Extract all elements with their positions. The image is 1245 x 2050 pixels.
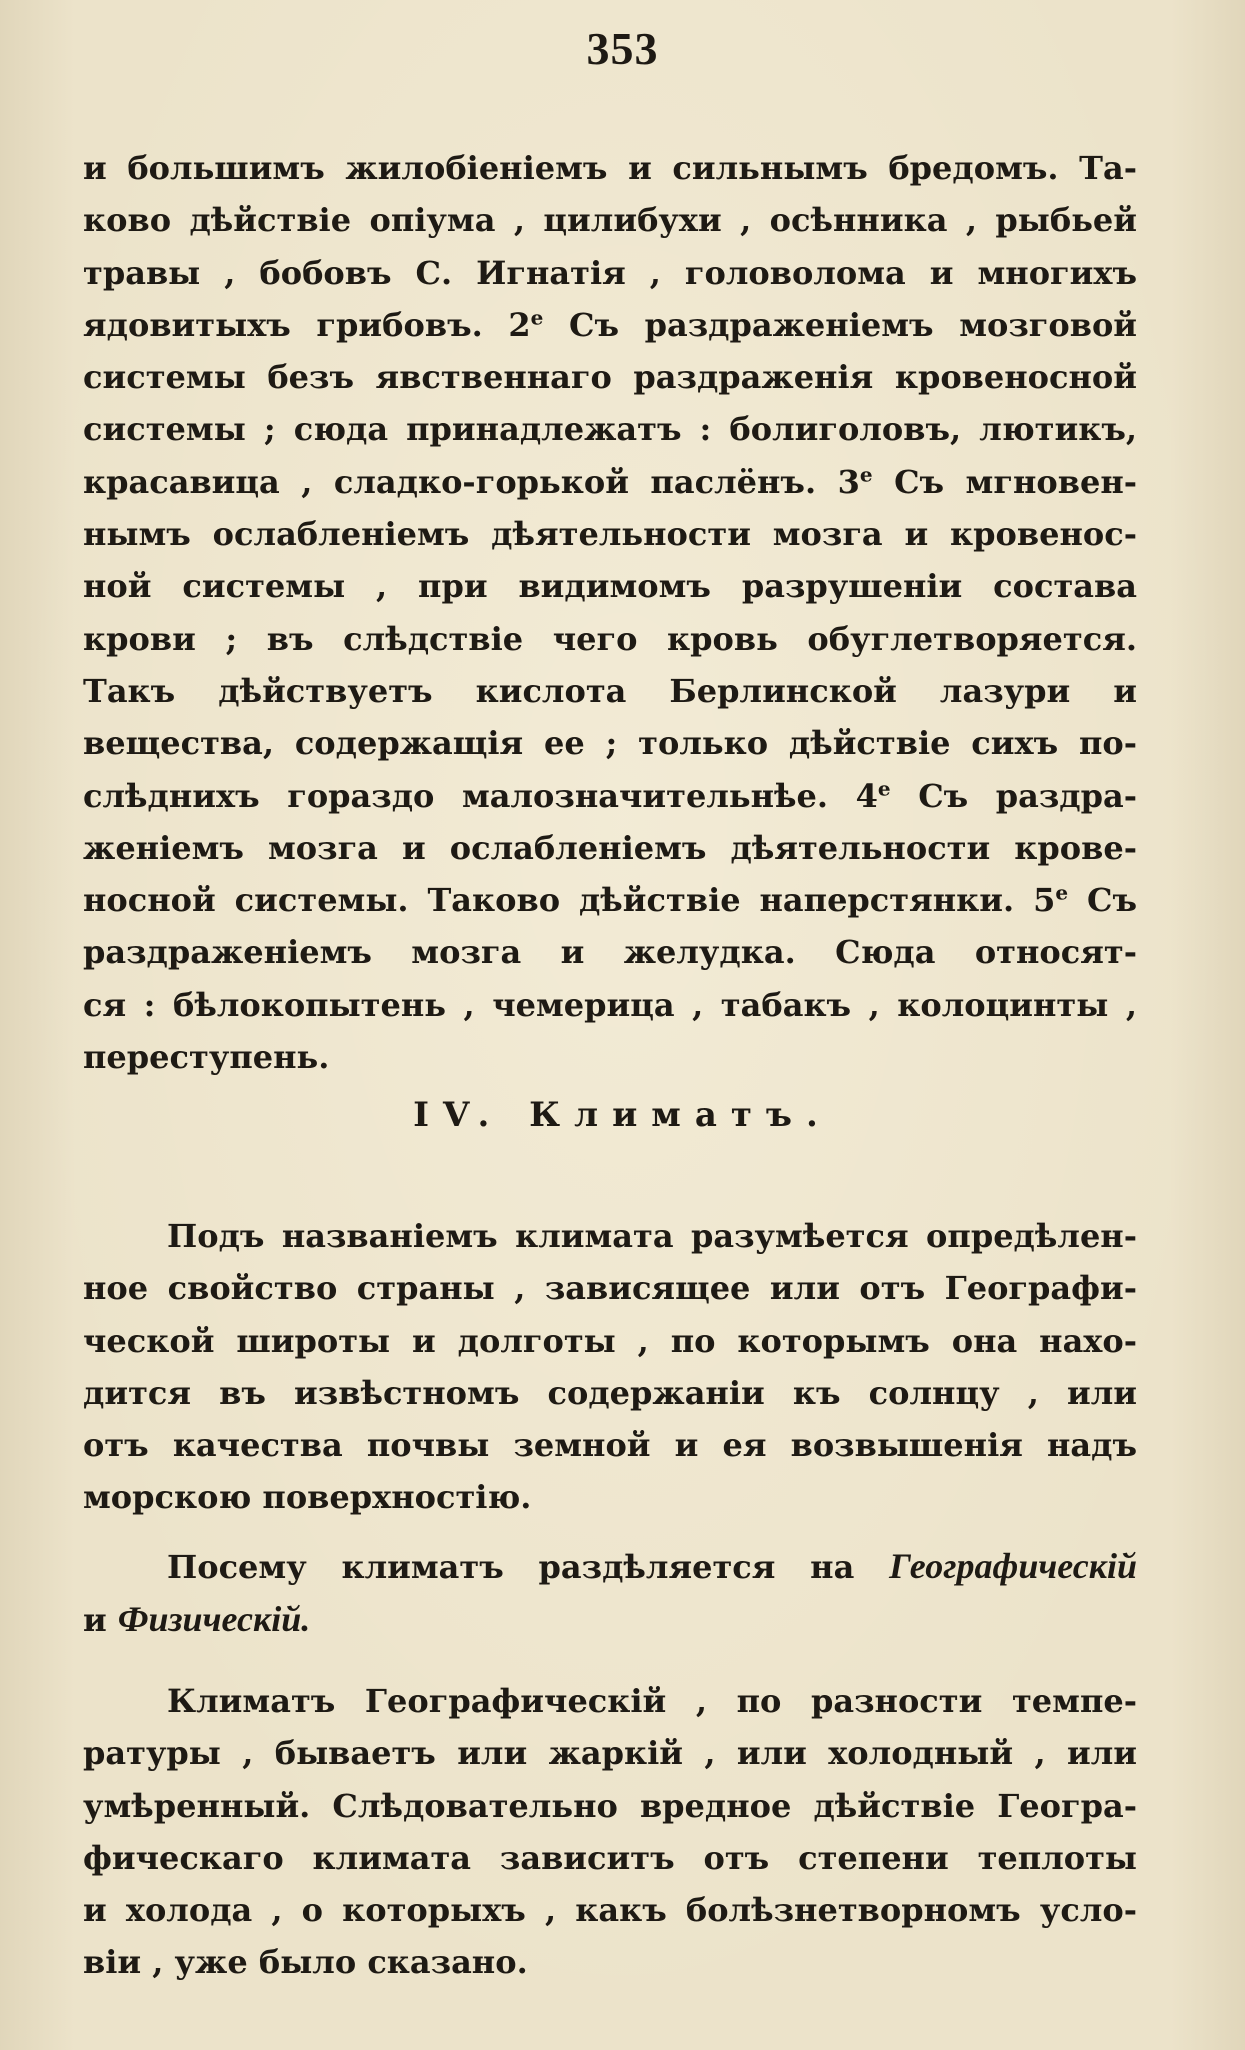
text-line: крови ; въ слѣдствіе чего кровь обуглетворяется. xyxy=(83,619,1137,658)
text-line: системы безъ явственнаго раздраженія кровеносной xyxy=(83,358,1137,397)
text-line: віи , уже было сказано. xyxy=(83,1943,528,1982)
text-line: травы , бобовъ С. Игнатія , головолома и многихъ xyxy=(83,253,1137,292)
text-line: дится въ извѣстномъ содержаніи къ солнцу , или xyxy=(83,1373,1137,1412)
marker-suffix: е xyxy=(530,305,544,330)
text-line: Климатъ Географическій , по разности темпе- xyxy=(167,1682,1137,1720)
text-fragment: Съ xyxy=(1087,881,1138,920)
text-line: и холода , о которыхъ , какъ болѣзнетворномъ усло- xyxy=(83,1891,1137,1930)
text-fragment: носной системы. Таково дѣйствіе наперстянки. xyxy=(83,881,1015,920)
text-line: ческой широты и долготы , по которымъ она нахо- xyxy=(83,1321,1137,1360)
marker-number: 4 xyxy=(855,776,878,815)
text-line: ково дѣйствіе опіума , цилибухи , осѣнника , рыбьей xyxy=(83,201,1137,240)
section-marker xyxy=(508,306,543,344)
text-fragment: Посему климатъ раздѣляется на xyxy=(167,1548,855,1586)
text-line: отъ качества почвы земной и ея возвышенія надъ xyxy=(83,1426,1137,1465)
text-line: системы ; сюда принадлежатъ : болиголовъ, лютикъ, xyxy=(83,410,1137,449)
text-line: морскою поверхностію. xyxy=(83,1478,532,1517)
text-line xyxy=(83,456,1137,508)
section-heading: IV. Климатъ. xyxy=(413,1095,832,1135)
section-marker xyxy=(1033,881,1068,919)
page-number: 353 xyxy=(586,23,659,74)
text-line: фическаго климата зависитъ отъ степени теплоты xyxy=(83,1838,1137,1877)
marker-suffix: е xyxy=(859,462,873,487)
text-line: Такъ дѣйствуетъ кислота Берлинской лазури и xyxy=(83,671,1137,710)
text-line xyxy=(83,770,1137,822)
text-fragment: Съ раздраженіемъ мозговой xyxy=(569,305,1138,344)
text-fragment: слѣднихъ гораздо малозначительнѣе. xyxy=(83,776,829,815)
paragraph-climate-division xyxy=(83,1540,1137,1647)
italic-term: Физическій. xyxy=(117,1599,311,1640)
marker-number: 3 xyxy=(837,462,860,501)
text-line: переступень. xyxy=(83,1038,330,1077)
text-line: нымъ ослабленіемъ дѣятельности мозга и кровенос- xyxy=(83,515,1137,554)
text-line: женіемъ мозга и ослабленіемъ дѣятельности крове- xyxy=(83,828,1137,867)
text-line: ся : бѣлокопытень , чемерица , табакъ , колоцинты , xyxy=(83,985,1137,1024)
text-line: Подъ названіемъ климата разумѣется опредѣлен- xyxy=(167,1217,1137,1255)
section-marker xyxy=(856,777,891,815)
paragraph-poisons xyxy=(83,142,1137,1083)
paragraph-geographic-climate xyxy=(83,1675,1137,1989)
text-line: раздраженіемъ мозга и желудка. Сюда относят- xyxy=(83,933,1137,972)
text-line: ное свойство страны , зависящее или отъ Географи- xyxy=(83,1269,1137,1308)
text-fragment: Съ раздра- xyxy=(918,776,1138,815)
text-fragment: красавица , сладко-горькой паслёнъ. xyxy=(83,462,817,501)
text-fragment: и xyxy=(83,1601,107,1640)
text-line xyxy=(83,1540,1137,1593)
text-fragment: ядовитыхъ грибовъ. xyxy=(83,305,483,344)
marker-number: 2 xyxy=(508,305,531,344)
text-line: ной системы , при видимомъ разрушеніи состава xyxy=(83,567,1137,606)
text-line: ратуры , бываетъ или жаркій , или холодный , или xyxy=(83,1734,1137,1773)
text-line: и большимъ жилобіеніемъ и сильнымъ бредомъ. Та- xyxy=(83,149,1137,187)
text-line xyxy=(83,1593,1137,1646)
text-fragment: Съ мгновен- xyxy=(894,462,1138,501)
marker-number: 5 xyxy=(1033,881,1056,920)
text-line: умѣренный. Слѣдовательно вредное дѣйствіе Геогра- xyxy=(83,1786,1137,1825)
marker-suffix: е xyxy=(877,775,891,800)
marker-suffix: е xyxy=(1055,880,1069,905)
text-line: вещества, содержащія ее ; только дѣйствіе сихъ по- xyxy=(83,724,1137,763)
section-marker xyxy=(838,463,873,501)
text-line xyxy=(83,874,1137,926)
paragraph-climate-definition xyxy=(83,1210,1137,1524)
text-line xyxy=(83,299,1137,351)
italic-term: Географическій xyxy=(889,1546,1137,1586)
